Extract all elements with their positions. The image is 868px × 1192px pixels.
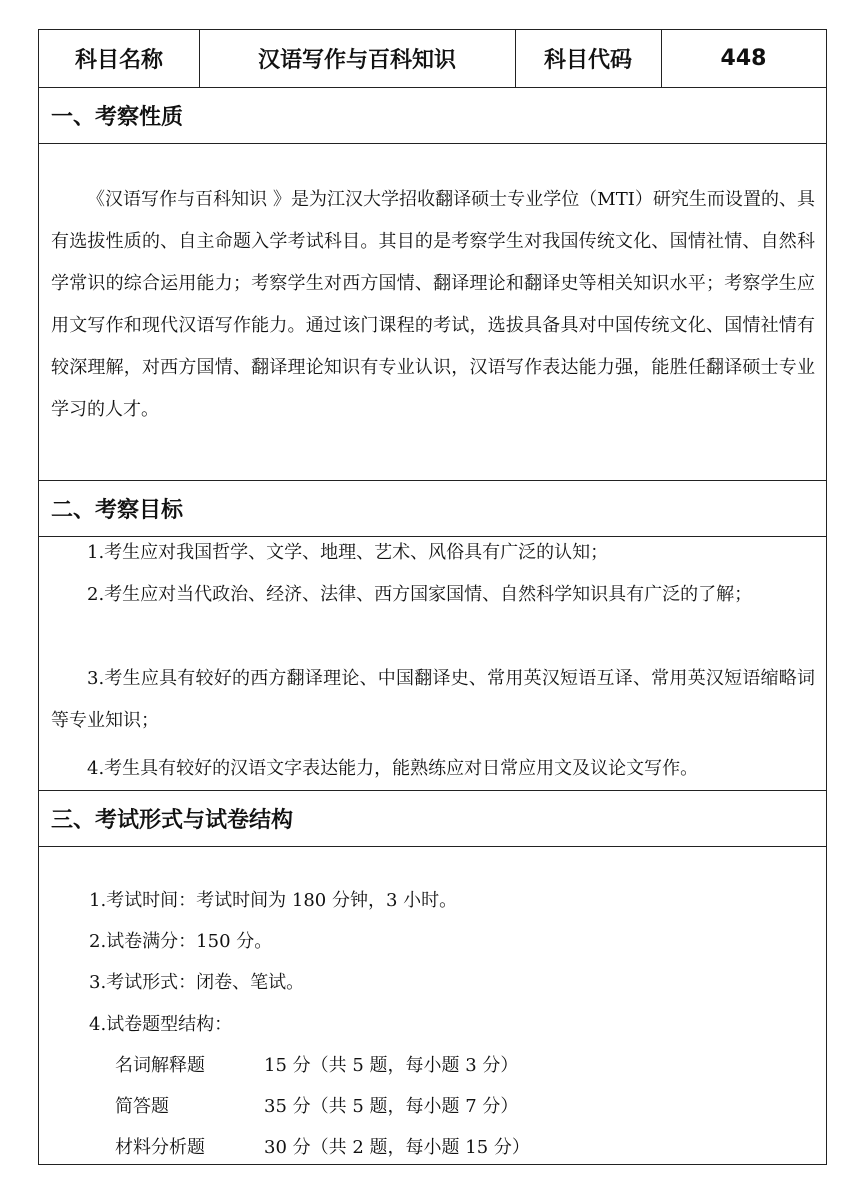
divider [39, 846, 826, 847]
goal-item: 2.考生应对当代政治、经济、法律、西方国家国情、自然科学知识具有广泛的了解； [87, 584, 753, 605]
goal-item: 3.考生应具有较好的西方翻译理论、中国翻译史、常用英汉短语互译、常用英汉短语缩略词等专业知识； [51, 668, 815, 731]
header-row [39, 30, 826, 87]
section-title-exam-format: 三、考试形式与试卷结构 [51, 807, 294, 833]
question-type-score: 35 分（共 5 题，每小题 7 分） [264, 1096, 519, 1117]
question-type-name: 名词解释题 [115, 1055, 205, 1076]
subject-code-label: 科目代码 [543, 48, 632, 73]
goal-item: 1.考生应对我国哲学、文学、地理、艺术、风俗具有广泛的认知； [87, 542, 609, 563]
exam-syllabus-table [38, 29, 827, 1165]
question-type-score: 30 分（共 2 题，每小题 15 分） [264, 1137, 530, 1158]
subject-name-label: 科目名称 [74, 48, 163, 73]
exam-time-line: 1.考试时间：考试时间为 180 分钟，3 小时。 [89, 890, 458, 911]
question-type-score: 15 分（共 5 题，每小题 3 分） [264, 1055, 519, 1076]
divider [515, 30, 516, 87]
full-score-line: 2.试卷满分：150 分。 [89, 931, 273, 952]
question-structure-line: 4.试卷题型结构： [89, 1014, 233, 1035]
question-type-name: 简答题 [115, 1096, 169, 1117]
nature-paragraph: 《汉语写作与百科知识 》是为江汉大学招收翻译硕士专业学位（MTI）研究生而设置的、具有选拔性质的、自主命题入学考试科目。其目的是考察学生对我国传统文化、国情社情、自然科学常识的综合运用能力；考察学生对西方国情、翻译理论和翻译史等相关知识水平；考察学生应用文写作和现代汉语写作能力。通过该门课程的考试，选拔具备具对中国传统文化、国情社情有较深理解，对西方国情、翻译理论知识有专业认识，汉语写作表达能力强，能胜任翻译硕士专业学习的人才。 [51, 189, 815, 420]
exam-form-line: 3.考试形式：闭卷、笔试。 [89, 972, 305, 993]
section-title-goals: 二、考察目标 [51, 497, 184, 523]
divider [661, 30, 662, 87]
goal-item: 4.考生具有较好的汉语文字表达能力，能熟练应对日常应用文及议论文写作。 [87, 758, 699, 779]
divider [39, 143, 826, 144]
divider [199, 30, 200, 87]
question-type-name: 材料分析题 [115, 1137, 205, 1158]
subject-code-value: 448 [720, 46, 767, 71]
subject-name-value: 汉语写作与百科知识 [257, 48, 456, 73]
section-title-nature: 一、考察性质 [51, 104, 184, 130]
